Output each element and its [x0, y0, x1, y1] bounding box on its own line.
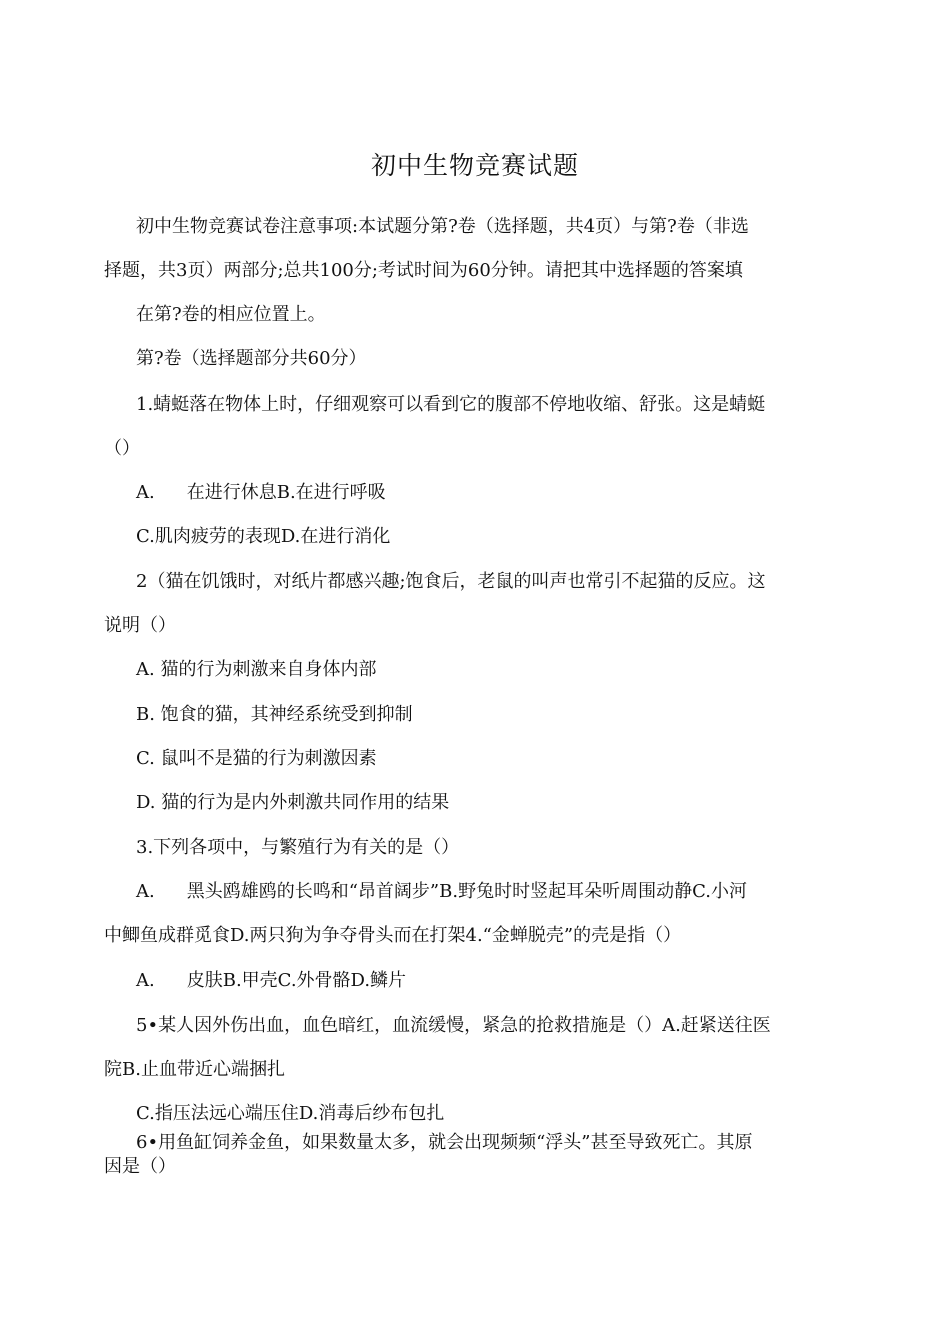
- question-3-4-text: 中鲫鱼成群觅食D.两只狗为争夺骨头而在打架4.“金蝉脱壳”的壳是指（）: [104, 925, 682, 946]
- paragraph-line: 初中生物竞赛试卷注意事项:本试题分第?卷（选择题，共4页）与第?卷（非选: [136, 216, 749, 237]
- question-2-option: D. 猫的行为是内外刺激共同作用的结果: [136, 792, 450, 813]
- question-5-text: 院B.止血带近心端捆扎: [104, 1059, 285, 1080]
- option-text: 黑头鸥雄鸥的长鸣和“昂首阔步”B.野兔时时竖起耳朵听周围动静C.小河: [186, 881, 747, 902]
- paragraph-line: 择题，共3页）两部分;总共100分;考试时间为60分钟。请把其中选择题的答案填: [104, 260, 743, 281]
- question-2-option: A. 猫的行为刺激来自身体内部: [136, 659, 377, 680]
- page-title: 初中生物竞赛试题: [370, 151, 579, 180]
- question-1-options: C.肌肉疲劳的表现D.在进行消化: [136, 526, 391, 547]
- question-1-text: 1.蜻蜓落在物体上时，仔细观察可以看到它的腹部不停地收缩、舒张。这是蜻蜓: [136, 394, 766, 415]
- option-text: 皮肤B.甲壳C.外骨骼D.鳞片: [186, 970, 407, 991]
- paragraph-line: 在第?卷的相应位置上。: [136, 304, 326, 325]
- option-a-label: A.: [136, 482, 155, 503]
- question-3-options: [136, 879, 747, 905]
- option-text: 在进行休息B.在进行呼吸: [186, 482, 386, 503]
- question-6-text: 6•用鱼缸饲养金鱼，如果数量太多，就会出现频频“浮头”甚至导致死亡。其原: [136, 1132, 753, 1153]
- question-2-option: B. 饱食的猫，其神经系统受到抑制: [136, 704, 413, 725]
- question-1-text: （）: [104, 438, 140, 459]
- option-a-label: A.: [136, 881, 155, 902]
- question-2-text: 2（猫在饥饿时，对纸片都感兴趣;饱食后，老鼠的叫声也常引不起猫的反应。这: [136, 571, 766, 592]
- question-2-option: C. 鼠叫不是猫的行为刺激因素: [136, 748, 377, 769]
- question-2-text: 说明（）: [104, 615, 176, 636]
- question-5-options: C.指压法远心端压住D.消毒后纱布包扎: [136, 1103, 445, 1124]
- section-heading: 第?卷（选择题部分共60分）: [136, 348, 367, 369]
- question-3-text: 3.下列各项中，与繁殖行为有关的是（）: [136, 837, 460, 858]
- question-4-options: [136, 968, 406, 994]
- question-5-text: 5•某人因外伤出血，血色暗红，血流缓慢，紧急的抢救措施是（）A.赶紧送往医: [136, 1015, 771, 1036]
- question-1-options: [136, 480, 386, 506]
- question-6-text: 因是（）: [104, 1156, 176, 1177]
- option-a-label: A.: [136, 970, 155, 991]
